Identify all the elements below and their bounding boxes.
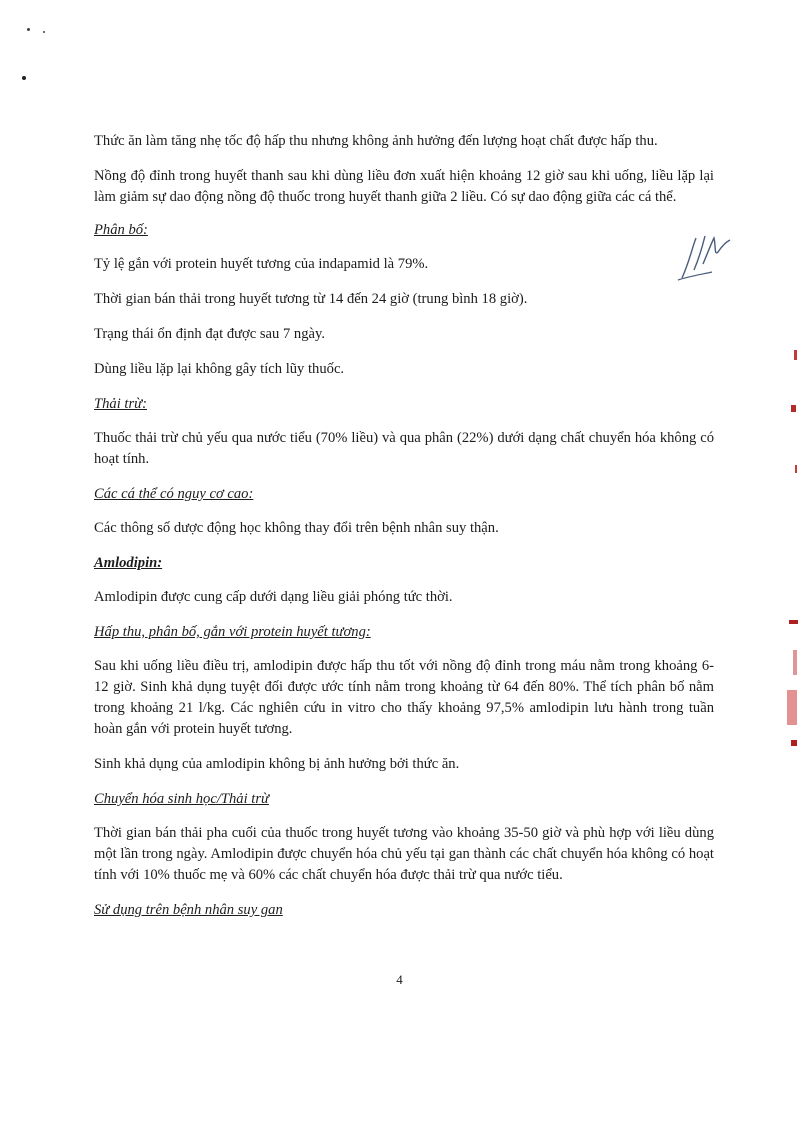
scan-speck bbox=[27, 28, 30, 31]
paragraph-half-life: Thời gian bán thải trong huyết tương từ 14 đến 24 giờ (trung bình 18 giờ). bbox=[94, 291, 528, 307]
paragraph-excretion: Thuốc thải trừ chủ yếu qua nước tiểu (70% liều) và qua phân (22%) dưới dạng chất chuyển hóa không có hoạt tính. bbox=[94, 430, 714, 467]
heading-metabolism: Chuyển hóa sinh học/Thải trừ bbox=[94, 791, 269, 807]
paragraph-peak-concentration: Nồng độ đỉnh trong huyết thanh sau khi dùng liều đơn xuất hiện khoảng 12 giờ sau khi uống, liều lặp lại làm giảm sự dao động nồng độ thuốc trong huyết thanh giữa 2 liều. Có sự dao động giữa các cá thể. bbox=[94, 168, 714, 205]
paragraph-terminal-half-life: Thời gian bán thải pha cuối của thuốc trong huyết tương vào khoảng 35-50 giờ và phù hợp với liều dùng một lần trong ngày. Amlodipin được chuyển hóa chủ yếu tại gan thành các chất chuyển hóa không có hoạt tính với 10% thuốc mẹ và 60% các chất chuyển hóa được thải trừ qua nước tiểu. bbox=[94, 825, 714, 883]
paragraph-food-absorption: Thức ăn làm tăng nhẹ tốc độ hấp thu nhưng không ảnh hưởng đến lượng hoạt chất được hấp thu. bbox=[94, 133, 658, 149]
scan-speck bbox=[22, 76, 26, 80]
paragraph-food-effect: Sinh khả dụng của amlodipin không bị ảnh hưởng bởi thức ăn. bbox=[94, 756, 460, 772]
document-body bbox=[94, 131, 714, 934]
paragraph-immediate-release: Amlodipin được cung cấp dưới dạng liều giải phóng tức thời. bbox=[94, 589, 453, 605]
page-number: 4 bbox=[396, 972, 403, 987]
heading-amlodipin: Amlodipin: bbox=[94, 555, 163, 571]
heading-elimination: Thải trừ: bbox=[94, 396, 147, 412]
paragraph-bioavailability: Sau khi uống liều điều trị, amlodipin được hấp thu tốt với nồng độ đỉnh trong máu nằm trong khoảng 6-12 giờ. Sinh khả dụng tuyệt đối được ước tính nằm trong khoảng từ 64 đến 80%. Thể tích phân bố nằm trong khoảng 21 l/kg. Các nghiên cứu in vitro cho thấy khoảng 97,5% amlodipin lưu hành trong tuần hoàn gắn với protein huyết tương. bbox=[94, 658, 714, 737]
paragraph-renal: Các thông số dược động học không thay đổi trên bệnh nhân suy thận. bbox=[94, 520, 499, 536]
stamp-edge-icon bbox=[779, 330, 799, 780]
scan-speck bbox=[43, 31, 45, 33]
heading-distribution: Phân bố: bbox=[94, 222, 148, 238]
heading-hepatic-impairment: Sử dụng trên bệnh nhân suy gan bbox=[94, 902, 283, 918]
paragraph-steady-state: Trạng thái ổn định đạt được sau 7 ngày. bbox=[94, 326, 325, 342]
heading-high-risk: Các cá thể có nguy cơ cao: bbox=[94, 486, 254, 502]
paragraph-protein-binding: Tỷ lệ gắn với protein huyết tương của indapamid là 79%. bbox=[94, 256, 429, 272]
paragraph-no-accumulation: Dùng liều lặp lại không gây tích lũy thuốc. bbox=[94, 361, 345, 377]
heading-absorption-distribution: Hấp thu, phân bố, gắn với protein huyết tương: bbox=[94, 624, 371, 640]
